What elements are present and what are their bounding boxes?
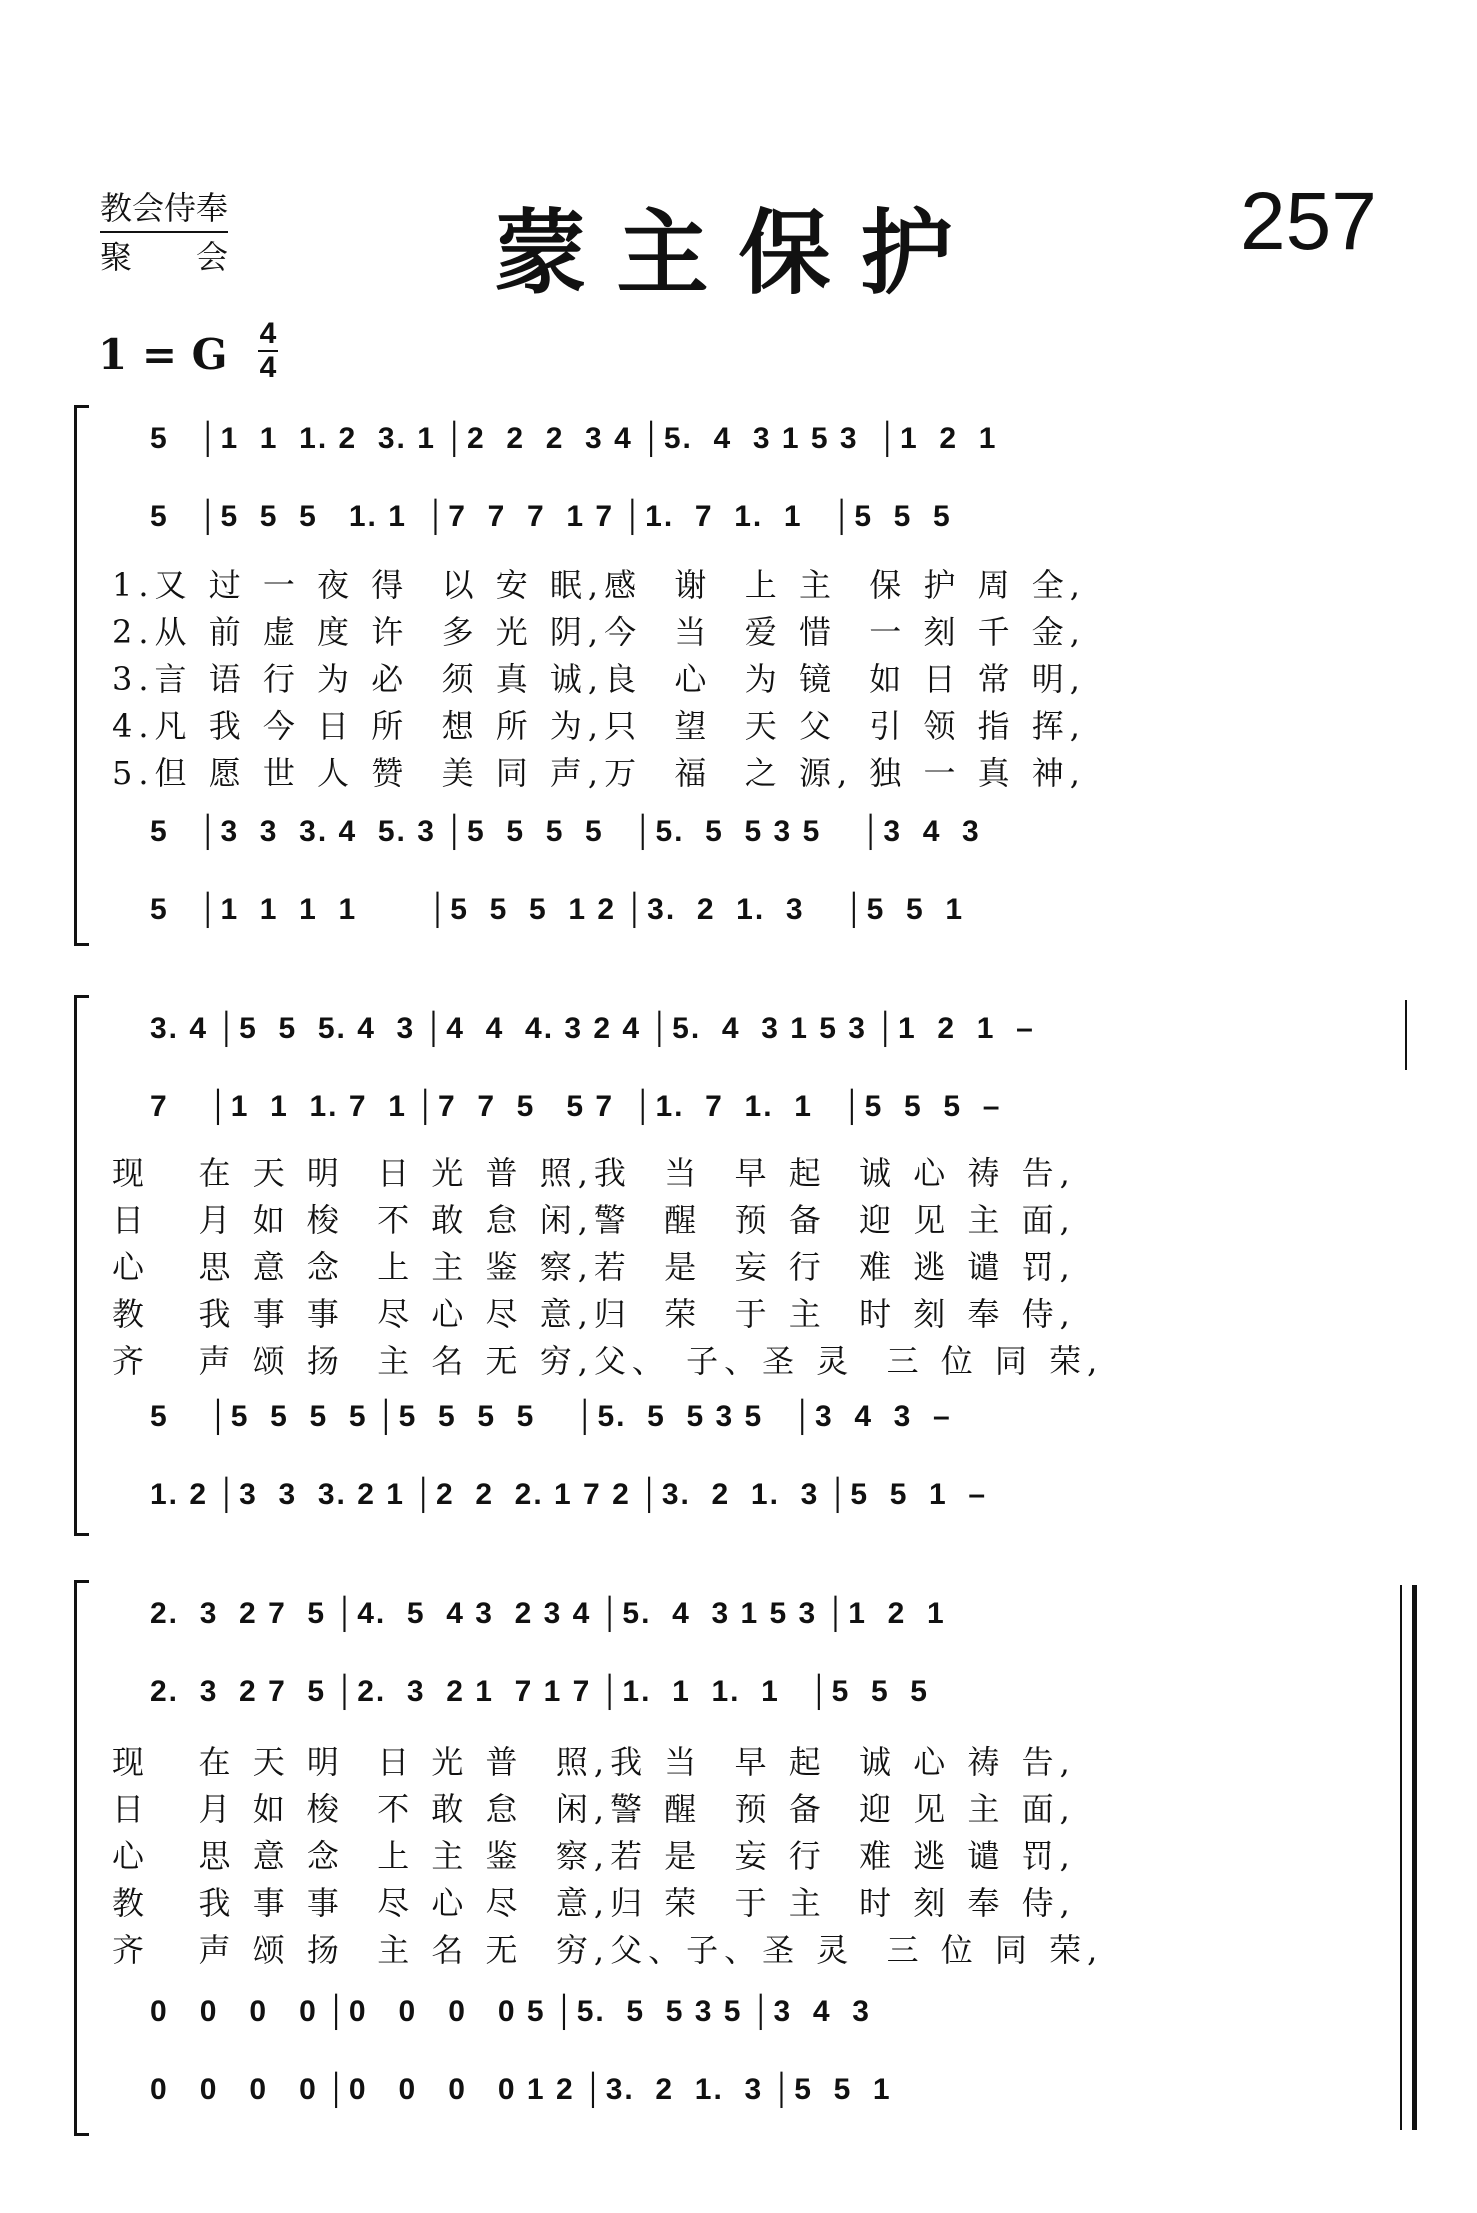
system-2 bbox=[0, 990, 1477, 1535]
bass-line: 5 │1 1 1 1 │5 5 5 1 2 │3. 2 1. 3 │5 5 1 bbox=[150, 893, 965, 926]
lyric-verse-5: 齐 声 颂 扬 主 名 无 穷,父、 子、圣 灵 三 位 同 荣, bbox=[112, 1342, 1104, 1380]
lyric-verse-5: 齐 声 颂 扬 主 名 无 穷,父、子、圣 灵 三 位 同 荣, bbox=[112, 1931, 1104, 1969]
system-brace bbox=[74, 1580, 89, 2136]
final-double-barline bbox=[1412, 1585, 1417, 2130]
lyric-verse-4: 4.凡 我 今 日 所 想 所 为,只 望 天 父 引 领 指 挥, bbox=[112, 707, 1086, 745]
system-1 bbox=[0, 400, 1477, 945]
soprano-line: 2. 3 2 7 5 │4. 5 4 3 2 3 4 │5. 4 3 1 5 3 │1 2 1 bbox=[150, 1597, 946, 1630]
soprano-line: 5 │1 1 1. 2 3. 1 │2 2 2 3 4 │5. 4 3 1 5 3 │1 2 1 bbox=[150, 422, 998, 455]
end-barline bbox=[1405, 1000, 1407, 1070]
lyric-verse-4: 教 我 事 事 尽 心 尽 意,归 荣 于 主 时 刻 奉 侍, bbox=[112, 1295, 1076, 1333]
lyric-verse-3: 心 思 意 念 上 主 鉴 察,若 是 妄 行 难 逃 谴 罚, bbox=[112, 1248, 1076, 1286]
lyric-verse-2: 日 月 如 梭 不 敢 怠 闲,警 醒 预 备 迎 见 主 面, bbox=[112, 1790, 1076, 1828]
lyric-verse-2: 日 月 如 梭 不 敢 怠 闲,警 醒 预 备 迎 见 主 面, bbox=[112, 1201, 1076, 1239]
bass-line: 1. 2 │3 3 3. 2 1 │2 2 2. 1 7 2 │3. 2 1. 3 │5 5 1 – bbox=[150, 1478, 988, 1511]
lyric-verse-2: 2.从 前 虚 度 许 多 光 阴,今 当 爱 惜 一 刻 千 金, bbox=[112, 613, 1086, 651]
alto-line: 7 │1 1 1. 7 1 │7 7 5 5 7 │1. 7 1. 1 │5 5 5 – bbox=[150, 1090, 1002, 1123]
lyric-verse-3: 心 思 意 念 上 主 鉴 察,若 是 妄 行 难 逃 谴 罚, bbox=[112, 1837, 1076, 1875]
time-signature bbox=[258, 318, 278, 384]
time-bottom: 4 bbox=[259, 351, 277, 384]
lyric-verse-1: 1.又 过 一 夜 得 以 安 眠,感 谢 上 主 保 护 周 全, bbox=[112, 566, 1086, 604]
hymn-number: 257 bbox=[1240, 176, 1377, 267]
bass-line: 0 0 0 0 │0 0 0 0 1 2 │3. 2 1. 3 │5 5 1 bbox=[150, 2073, 892, 2106]
lyric-verse-3: 3.言 语 行 为 必 须 真 诚,良 心 为 镜 如 日 常 明, bbox=[112, 660, 1086, 698]
lyric-verse-1: 现 在 天 明 日 光 普 照,我 当 早 起 诚 心 祷 告, bbox=[112, 1743, 1076, 1781]
tenor-line: 5 │5 5 5 5 │5 5 5 5 │5. 5 5 3 5 │3 4 3 – bbox=[150, 1400, 952, 1433]
system-3 bbox=[0, 1575, 1477, 2135]
lyric-verse-1: 现 在 天 明 日 光 普 照,我 当 早 起 诚 心 祷 告, bbox=[112, 1154, 1076, 1192]
tenor-line: 0 0 0 0 │0 0 0 0 5 │5. 5 5 3 5 │3 4 3 bbox=[150, 1995, 871, 2028]
final-thin-barline bbox=[1400, 1585, 1402, 2130]
system-brace bbox=[74, 405, 89, 946]
time-top: 4 bbox=[259, 317, 277, 350]
soprano-line: 3. 4 │5 5 5. 4 3 │4 4 4. 3 2 4 │5. 4 3 1 5 3 │1 2 1 – bbox=[150, 1012, 1035, 1045]
key-signature: 1 = G bbox=[98, 330, 228, 379]
subcategory-label: 聚 会 bbox=[100, 238, 229, 276]
category-label: 教会侍奉 bbox=[100, 183, 228, 233]
alto-line: 5 │5 5 5 1. 1 │7 7 7 1 7 │1. 7 1. 1 │5 5 5 bbox=[150, 500, 952, 533]
tenor-line: 5 │3 3 3. 4 5. 3 │5 5 5 5 │5. 5 5 3 5 │3 4 3 bbox=[150, 815, 981, 848]
alto-line: 2. 3 2 7 5 │2. 3 2 1 7 1 7 │1. 1 1. 1 │5 5 5 bbox=[150, 1675, 929, 1708]
system-brace bbox=[74, 995, 89, 1536]
lyric-verse-4: 教 我 事 事 尽 心 尽 意,归 荣 于 主 时 刻 奉 侍, bbox=[112, 1884, 1076, 1922]
lyric-verse-5: 5.但 愿 世 人 赞 美 同 声,万 福 之 源, 独 一 真 神, bbox=[112, 754, 1086, 792]
hymn-title: 蒙主保护 bbox=[494, 200, 983, 307]
